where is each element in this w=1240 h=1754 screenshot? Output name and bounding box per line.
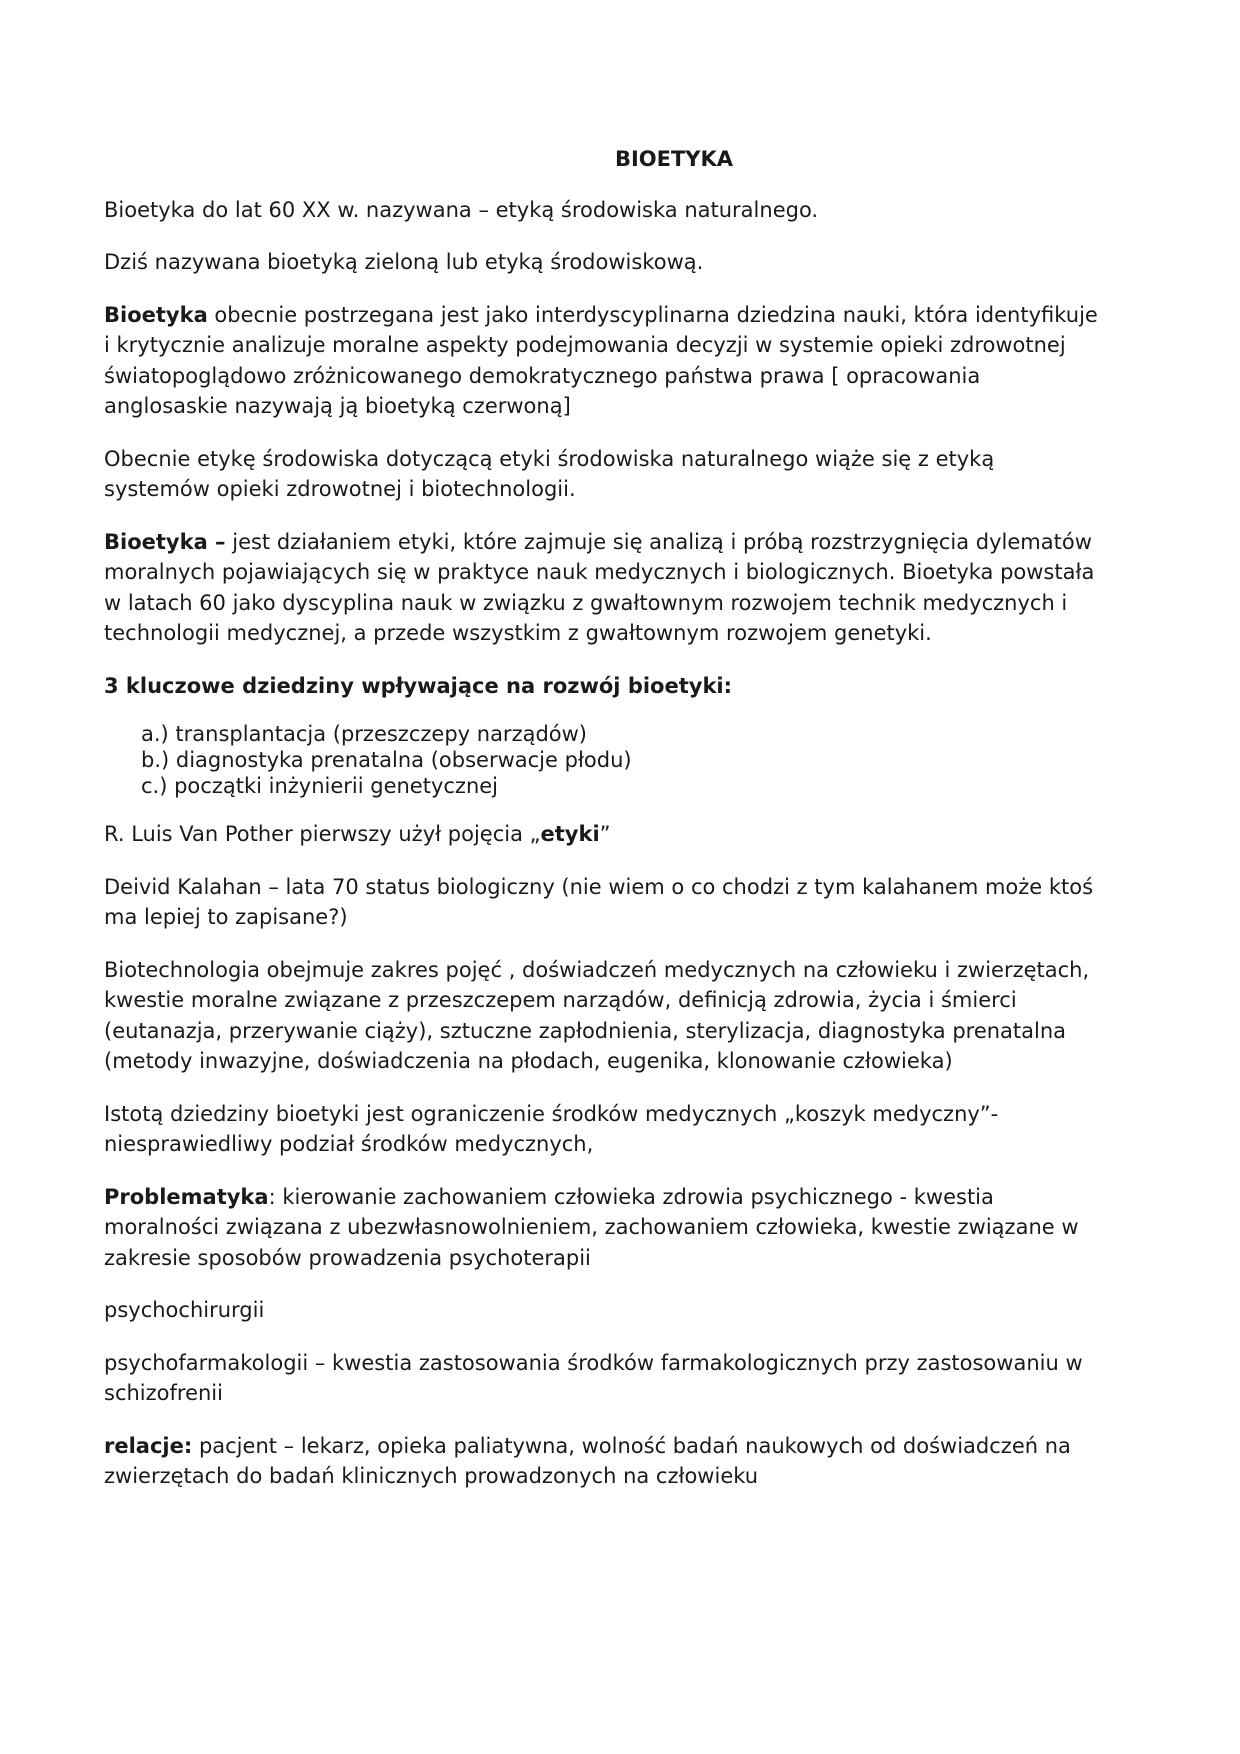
paragraph-4: Obecnie etykę środowiska dotyczącą etyki środowiska naturalnego wiąże się z etyką systemów opieki zdrowotnej i biotechnologii. (104, 446, 995, 501)
paragraph-3-text: obecnie postrzegana jest jako interdyscyplinarna dziedzina nauki, która identyfikuje i krytycznie analizuje moralne aspekty podejmowania decyzji w systemie opieki zdrowotnej światopoglądowo zróżnicowanego demokratycznego państwa prawa [ opracowania anglosaskie nazywają ją bioetyką czerwoną] (104, 302, 1098, 418)
paragraph-12: psychofarmakologii – kwestia zastosowania środków farmakologicznych przy zastosowaniu w schizofrenii (104, 1350, 1083, 1405)
paragraph-5-bold: Bioetyka – (104, 529, 226, 554)
paragraph-6 (104, 819, 1104, 850)
paragraph-5 (104, 527, 1104, 649)
paragraph-1: Bioetyka do lat 60 XX w. nazywana – etyką środowiska naturalnego. (104, 197, 819, 222)
document-title: BIOETYKA (614, 147, 734, 171)
paragraph-10-bold: Problematyka (104, 1184, 269, 1209)
paragraph-2: Dziś nazywana bioetyką zieloną lub etyką środowiskową. (104, 250, 704, 274)
fields-heading: 3 kluczowe dziedziny wpływające na rozwój bioetyki: (104, 673, 733, 698)
paragraph-13 (104, 1431, 1104, 1492)
paragraph-6-bold: etyki (540, 822, 600, 846)
paragraph-13-bold: relacje: (104, 1433, 193, 1458)
paragraph-9: Istotą dziedziny bioetyki jest ograniczenie środków medycznych „koszyk medyczny”- niesprawiedliwy podział środków medycznych, (104, 1101, 999, 1156)
paragraph-3-bold: Bioetyka (104, 302, 208, 327)
list-item: b.) diagnostyka prenatalna (obserwacje płodu) (141, 748, 632, 772)
document-page (104, 144, 1104, 1514)
paragraph-10-text: : kierowanie zachowaniem człowieka zdrowia psychicznego - kwestia moralności związana z ubezwłasnowolnieniem, zachowaniem człowieka, kwestie związane w zakresie sposobów prowadzenia psychoterapii (104, 1184, 1079, 1270)
paragraph-6-quote: ” (599, 822, 611, 846)
paragraph-8: Biotechnologia obejmuje zakres pojęć , doświadczeń medycznych na człowieku i zwierzętach, kwestie moralne związane z przeszczepem narządów, definicją zdrowia, życia i śmierci (eutanazja, przerywanie ciąży), sztuczne zapłodnienia, sterylizacja, diagnostyka prenatalna (metody inwazyjne, doświadczenia na płodach, eugenika, klonowanie człowieka) (104, 957, 1090, 1073)
list-item: c.) początki inżynierii genetycznej (141, 774, 499, 798)
paragraph-11: psychochirurgii (104, 1298, 265, 1322)
paragraph-13-text: pacjent – lekarz, opieka paliatywna, wolność badań naukowych od doświadczeń na zwierzętach do badań klinicznych prowadzonych na człowieku (104, 1433, 1071, 1488)
fields-list (104, 721, 1104, 799)
paragraph-10 (104, 1182, 1104, 1274)
paragraph-6-text: R. Luis Van Pother pierwszy użył pojęcia „ (104, 822, 541, 846)
paragraph-5-text: jest działaniem etyki, które zajmuje się analizą i próbą rozstrzygnięcia dylematów moralnych pojawiających się w praktyce nauk medycznych i biologicznych. Bioetyka powstała w latach 60 jako dyscyplina nauk w związku z gwałtownym rozwojem technik medycznych i technologii medycznej, a przede wszystkim z gwałtownym rozwojem genetyki. (104, 529, 1095, 645)
paragraph-3 (104, 300, 1104, 422)
list-item: a.) transplantacja (przeszczepy narządów) (141, 722, 588, 746)
paragraph-7: Deivid Kalahan – lata 70 status biologiczny (nie wiem o co chodzi z tym kalahanem może ktoś ma lepiej to zapisane?) (104, 874, 1094, 929)
